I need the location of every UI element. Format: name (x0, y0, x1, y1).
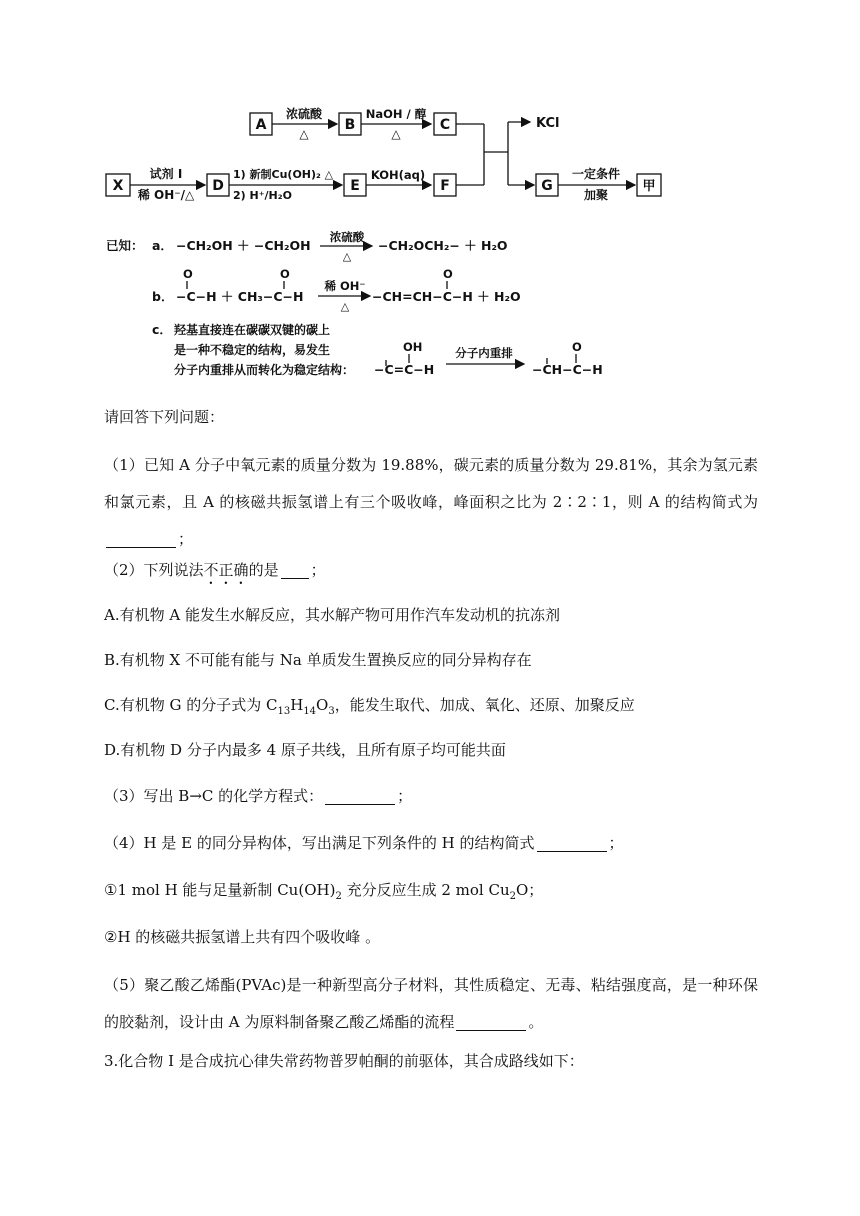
option-c-o: O (316, 696, 329, 714)
question-5 (104, 967, 758, 1041)
known-b-label: b． (152, 289, 174, 304)
question-4 (104, 828, 758, 858)
known-a-rhs: −CH₂OCH₂− ＋ H₂O (378, 238, 508, 253)
known-c-lhs: −C=C−H (374, 362, 435, 377)
condition-2: ②H 的核磁共振氢谱上共有四个吸收峰 。 (104, 928, 381, 946)
question-2-text-b: 的是 (248, 561, 279, 579)
question-2-end: ； (310, 561, 326, 579)
label-x-d-bottom: 稀 OH⁻/△ (137, 188, 195, 202)
known-a-label: a． (152, 238, 173, 253)
known-c-line3: 分子内重排从而转化为稳定结构： (174, 363, 355, 377)
node-a: A (255, 117, 267, 133)
option-d: D.有机物 D 分子内最多 4 原子共线，且所有原子均可能共面 (104, 741, 506, 759)
reaction-scheme (100, 100, 740, 390)
option-c-h: H (290, 696, 304, 714)
question-2-emphasis: 不正确 (203, 561, 249, 579)
product-kcl: KCl (536, 116, 560, 131)
option-c (104, 690, 758, 727)
label-a-b-top: 浓硫酸 (285, 107, 323, 121)
condition-1-text-a: ①1 mol H 能与足量新制 Cu (104, 881, 299, 899)
known-c-line1: 羟基直接连在碳碳双键的碳上 (174, 323, 331, 337)
question-1-answer-blank[interactable] (106, 530, 176, 548)
known-c-condition: 分子内重排 (455, 346, 513, 360)
known-b-heat: △ (340, 300, 350, 313)
known-a-heat: △ (342, 250, 352, 263)
known-b-o3: O (443, 267, 453, 281)
known-c-oh: OH (403, 340, 423, 354)
label-a-b-bottom: △ (299, 127, 309, 141)
known-b-condition: 稀 OH⁻ (324, 279, 366, 293)
question-3-text: （3）写出 B→C 的化学方程式： (104, 787, 324, 805)
question-3-end: ； (397, 787, 413, 805)
label-d-e-top: 1) 新制Cu(OH)₂ △ (233, 168, 334, 181)
question-2 (104, 555, 758, 588)
condition-1-sub-2: 2 (335, 891, 342, 902)
question-5-text: （5）聚乙酸乙烯酯(PVAc)是一种新型高分子材料，其性质稳定、无毒、粘结强度高，是一种环保的胶黏剂，设计由 A 为原料制备聚乙酸乙烯酯的流程 (104, 976, 758, 1031)
option-c-sub-o: 3 (328, 706, 335, 717)
node-c: C (439, 117, 451, 133)
condition-1 (104, 875, 758, 912)
known-c-line2: 是一种不稳定的结构，易发生 (174, 343, 331, 357)
option-b: B.有机物 X 不可能有能与 Na 单质发生置换反应的同分异构存在 (104, 651, 532, 669)
condition-1-text-c: O； (516, 881, 544, 899)
known-c-rhs: −CH−C−H (532, 362, 603, 377)
option-c-text-b: ，能发生取代、加成、氧化、还原、加聚反应 (334, 696, 635, 714)
option-a: A.有机物 A 能发生水解反应，其水解产物可用作汽车发动机的抗冻剂 (104, 606, 560, 624)
condition-1-oh: (OH) (298, 881, 336, 899)
condition-1-text-b: 充分反应生成 2 mol Cu (341, 881, 510, 899)
option-c-sub-c: 13 (277, 706, 291, 717)
question-5-answer-blank[interactable] (456, 1013, 526, 1031)
known-a-lhs: −CH₂OH ＋ −CH₂OH (176, 238, 311, 253)
question-1-end: ； (178, 530, 194, 548)
known-b-o2: O (280, 267, 290, 281)
known-c-o: O (572, 340, 582, 354)
known-b-rhs: −CH=CH−C−H ＋ H₂O (372, 289, 521, 304)
option-c-sub-h: 14 (303, 706, 317, 717)
question-4-text: （4）H 是 E 的同分异构体，写出满足下列条件的 H 的结构简式 (104, 834, 535, 852)
known-b-lhs: −C−H ＋ CH₃−C−H (176, 289, 304, 304)
label-b-c-bottom: △ (391, 127, 401, 141)
label-g-jia-bottom: 加聚 (583, 188, 609, 202)
label-x-d-top: 试剂 I (149, 167, 183, 181)
question-3-answer-blank[interactable] (325, 787, 395, 805)
node-g: G (541, 178, 553, 194)
question-5-end: 。 (528, 1013, 544, 1031)
question-next: 3.化合物 I 是合成抗心律失常药物普罗帕酮的前驱体，其合成路线如下： (104, 1052, 584, 1070)
question-1-text: （1）已知 A 分子中氧元素的质量分数为 19.88%，碳元素的质量分数为 29.81%，其余为氢元素和氯元素，且 A 的核磁共振氢谱上有三个吸收峰，峰面积之比为 2∶2∶1，则 A 的结构简式为 (104, 456, 758, 511)
question-1 (104, 447, 758, 558)
question-4-answer-blank[interactable] (537, 834, 607, 852)
label-b-c-top: NaOH / 醇 (365, 107, 427, 121)
known-title: 已知： (106, 238, 144, 253)
node-d: D (212, 178, 224, 194)
node-f: F (440, 178, 450, 194)
question-2-answer-blank[interactable] (281, 561, 309, 579)
label-d-e-bottom: 2) H⁺/H₂O (233, 189, 292, 202)
intro-text: 请回答下列问题： (104, 408, 225, 426)
question-4-end: ； (608, 834, 624, 852)
node-jia: 甲 (642, 179, 656, 194)
known-b-o1: O (183, 267, 193, 281)
option-c-text-a: C.有机物 G 的分子式为 C (104, 696, 278, 714)
node-b: B (344, 117, 356, 133)
label-e-f-top: KOH(aq) (370, 168, 426, 182)
condition-1-sub-2b: 2 (509, 891, 516, 902)
label-g-jia-top: 一定条件 (571, 167, 621, 181)
known-a-condition: 浓硫酸 (329, 230, 365, 244)
question-3 (104, 781, 758, 811)
question-2-text-a: （2）下列说法 (104, 561, 204, 579)
node-e: E (350, 178, 360, 194)
known-c-label: c． (152, 322, 172, 337)
node-x: X (112, 178, 124, 194)
